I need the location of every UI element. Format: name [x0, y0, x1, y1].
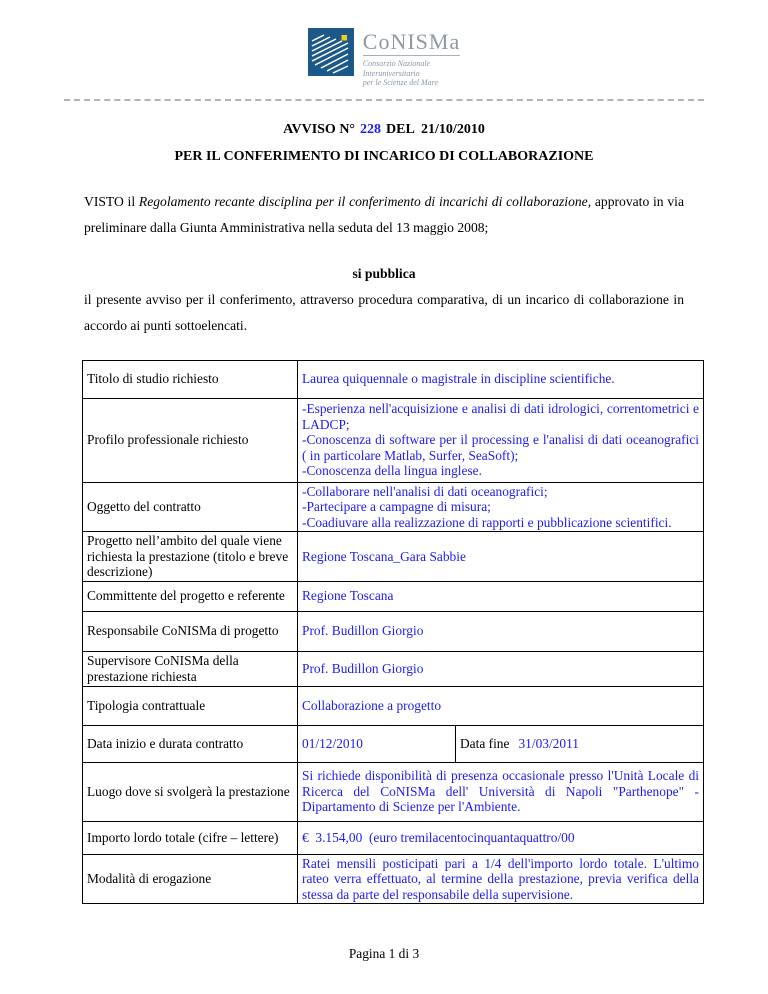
row-label: Profilo professionale richiesto [83, 398, 298, 482]
row-label: Importo lordo totale (cifre – lettere) [83, 821, 298, 854]
end-date-value: 31/03/2011 [518, 735, 579, 751]
visto-prefix: VISTO il [84, 193, 139, 209]
row-value: € 3.154,00 (euro tremilacentocinquantaquattro/00 [298, 821, 704, 854]
conisma-logo [0, 0, 768, 88]
table-row [83, 482, 704, 532]
body-paragraph: il presente avviso per il conferimento, attraverso procedura comparativa, di un incarico di collaborazione in accordo ai punti sottoelencati. [84, 291, 684, 333]
notice-title-line2: PER IL CONFERIMENTO DI INCARICO DI COLLABORAZIONE [174, 148, 594, 164]
conisma-sail-icon [308, 28, 354, 76]
notice-number: 228 [360, 121, 382, 137]
row-label: Titolo di studio richiesto [83, 360, 298, 398]
table-row [83, 532, 704, 582]
logo-subtitle-line: Interuniversitario [362, 68, 420, 78]
start-date-cell: 01/12/2010 [298, 725, 456, 762]
row-value: Prof. Budillon Giorgio [298, 651, 704, 686]
table-row [83, 686, 704, 725]
row-value: -Collaborare nell'analisi di dati oceanografici; -Partecipare a campagne di misura; -Coadiuvare alla realizzazione di rapporti e pubblicazione scientifici. [298, 482, 704, 532]
table-row [83, 821, 704, 854]
end-date-cell [456, 725, 704, 762]
row-label: Committente del progetto e referente [83, 581, 298, 611]
visto-suffix: approvato in via preliminare dalla Giunta Amministrativa nella seduta del 13 maggio 2008; [84, 193, 684, 235]
logo-subtitle [363, 59, 460, 88]
notice-detail-table [82, 360, 704, 905]
row-value: Regione Toscana_Gara Sabbie [298, 532, 704, 582]
table-row [83, 854, 704, 904]
table-row-dates [83, 725, 704, 762]
row-value: Si richiede disponibilità di presenza occasionale presso l'Unità Locale di Ricerca del CoNISMa dell' Università di Napoli "Parthenope" - Dipartamento di Scienze per l'Ambiente. [298, 762, 704, 821]
notice-title [0, 122, 768, 165]
row-value: Prof. Budillon Giorgio [298, 611, 704, 651]
logo-wordmark: CoNISMa [362, 29, 461, 54]
row-label: Progetto nell’ambito del quale viene richiesta la prestazione (titolo e breve descrizione) [83, 532, 298, 582]
row-value: -Esperienza nell'acquisizione e analisi di dati idrologici, correntometrici e LADCP; -Conoscenza di software per il processing e l'analisi di dati oceanografici ( in particolare Matlab, Surfer, SeaSoft); -Conoscenza della lingua inglese. [298, 398, 704, 482]
visto-regolamento: Regolamento recante disciplina per il conferimento di incarichi di collaborazione, [138, 193, 592, 209]
end-date-label: Data fine [460, 735, 510, 751]
table-row [83, 762, 704, 821]
notice-title-line1 [0, 122, 768, 138]
title-prefix: AVVISO N° [283, 121, 356, 137]
row-value: Collaborazione a progetto [298, 686, 704, 725]
si-pubblica-heading: si pubblica [352, 265, 416, 281]
row-label: Tipologia contrattuale [83, 686, 298, 725]
page-number: Pagina 1 di 3 [348, 946, 420, 961]
table-row [83, 651, 704, 686]
logo-subtitle-line: per le Scienze del Mare [362, 78, 438, 87]
row-value: Ratei mensili posticipati pari a 1/4 dell'importo lordo totale. L'ultimo rateo verra effettuato, al termine della prestazione, previa verifica della stessa da parte del responsabile della supervisione. [298, 854, 704, 904]
visto-paragraph [84, 189, 684, 241]
title-date: DEL 21/10/2010 [386, 121, 485, 137]
table-row [83, 398, 704, 482]
header-divider [64, 99, 704, 101]
table-row [83, 581, 704, 611]
row-label: Oggetto del contratto [83, 482, 298, 532]
row-label: Responsabile CoNISMa di progetto [83, 611, 298, 651]
table-row [83, 611, 704, 651]
table-row [83, 360, 704, 398]
row-value: Regione Toscana [298, 581, 704, 611]
row-label: Modalità di erogazione [83, 854, 298, 904]
row-label: Data inizio e durata contratto [83, 725, 298, 762]
row-label: Luogo dove si svolgerà la prestazione [83, 762, 298, 821]
logo-text [363, 28, 460, 88]
logo-subtitle-line: Consorzio Nazionale [362, 59, 431, 68]
row-value: Laurea quiquennale o magistrale in discipline scientifiche. [298, 360, 704, 398]
row-label: Supervisore CoNISMa della prestazione richiesta [83, 651, 298, 686]
